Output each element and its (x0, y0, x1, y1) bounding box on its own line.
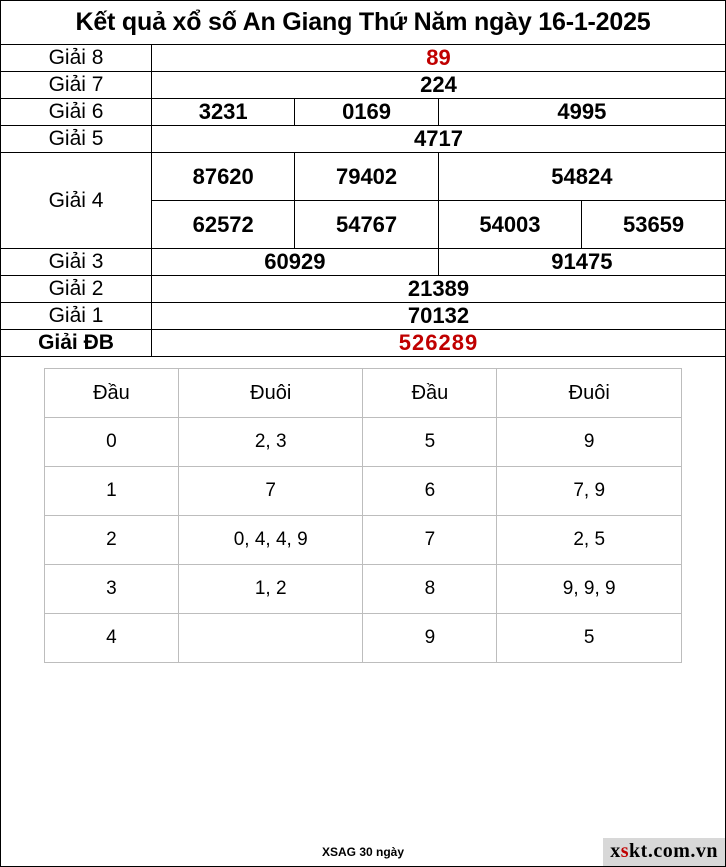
table-row-g6 (1, 99, 725, 126)
prize-label-db: Giải ĐB (1, 330, 152, 357)
prize-value-g2: 21389 (152, 276, 726, 303)
table-row-g8 (1, 45, 725, 72)
table-row-g3 (1, 249, 725, 276)
prize-label-g5: Giải 5 (1, 126, 152, 153)
prize-value-g4-7: 53659 (582, 201, 725, 249)
headtail-cell: 1 (45, 467, 179, 516)
headtail-header-dau-1: Đầu (45, 369, 179, 418)
table-row-g2 (1, 276, 725, 303)
headtail-cell: 9 (497, 418, 682, 467)
headtail-header-row (45, 369, 682, 418)
prize-value-g8: 89 (152, 45, 726, 72)
headtail-cell: 0 (45, 418, 179, 467)
footer (1, 838, 725, 866)
headtail-header-dau-2: Đầu (363, 369, 497, 418)
headtail-cell: 7 (178, 467, 363, 516)
headtail-cell: 2 (45, 516, 179, 565)
prize-value-g6-3: 4995 (438, 99, 725, 126)
prize-value-g4-6: 54003 (438, 201, 581, 249)
table-row-g7 (1, 72, 725, 99)
headtail-cell: 5 (363, 418, 497, 467)
table-row-db (1, 330, 725, 357)
table-row-g1 (1, 303, 725, 330)
prize-label-g4: Giải 4 (1, 153, 152, 249)
headtail-header-duoi-2: Đuôi (497, 369, 682, 418)
prize-value-g3-1: 60929 (152, 249, 439, 276)
table-row-g5 (1, 126, 725, 153)
prize-value-g1: 70132 (152, 303, 726, 330)
headtail-table (44, 368, 682, 663)
footer-note: XSAG 30 ngày (321, 845, 405, 859)
headtail-section (1, 357, 725, 663)
prize-value-g6-1: 3231 (152, 99, 295, 126)
headtail-cell: 0, 4, 4, 9 (178, 516, 363, 565)
watermark-rest: kt.com.vn (629, 840, 718, 862)
headtail-cell (178, 614, 363, 663)
prize-value-g3-2: 91475 (438, 249, 725, 276)
headtail-cell: 9 (363, 614, 497, 663)
prize-label-g8: Giải 8 (1, 45, 152, 72)
headtail-cell: 7 (363, 516, 497, 565)
headtail-row (45, 614, 682, 663)
prize-value-g4-4: 62572 (152, 201, 295, 249)
headtail-cell: 9, 9, 9 (497, 565, 682, 614)
headtail-row (45, 467, 682, 516)
watermark (603, 838, 725, 866)
watermark-s: s (620, 840, 630, 862)
prize-label-g3: Giải 3 (1, 249, 152, 276)
headtail-cell: 2, 3 (178, 418, 363, 467)
prize-value-g5: 4717 (152, 126, 726, 153)
prize-value-g4-3: 54824 (438, 153, 725, 201)
prize-label-g6: Giải 6 (1, 99, 152, 126)
prize-value-g6-2: 0169 (295, 99, 438, 126)
headtail-row (45, 418, 682, 467)
watermark-x: x (610, 840, 621, 862)
page-title: Kết quả xổ số An Giang Thứ Năm ngày 16-1-2025 (1, 1, 725, 45)
table-row-g4a (1, 153, 725, 201)
prize-value-db: 526289 (152, 330, 726, 357)
headtail-cell: 3 (45, 565, 179, 614)
headtail-cell: 8 (363, 565, 497, 614)
headtail-cell: 7, 9 (497, 467, 682, 516)
headtail-cell: 5 (497, 614, 682, 663)
results-table (1, 45, 725, 357)
prize-value-g7: 224 (152, 72, 726, 99)
headtail-row (45, 565, 682, 614)
prize-label-g7: Giải 7 (1, 72, 152, 99)
prize-value-g4-5: 54767 (295, 201, 438, 249)
headtail-header-duoi-1: Đuôi (178, 369, 363, 418)
headtail-cell: 2, 5 (497, 516, 682, 565)
headtail-cell: 6 (363, 467, 497, 516)
prize-value-g4-2: 79402 (295, 153, 438, 201)
headtail-cell: 4 (45, 614, 179, 663)
headtail-cell: 1, 2 (178, 565, 363, 614)
headtail-row (45, 516, 682, 565)
prize-label-g2: Giải 2 (1, 276, 152, 303)
prize-label-g1: Giải 1 (1, 303, 152, 330)
prize-value-g4-1: 87620 (152, 153, 295, 201)
